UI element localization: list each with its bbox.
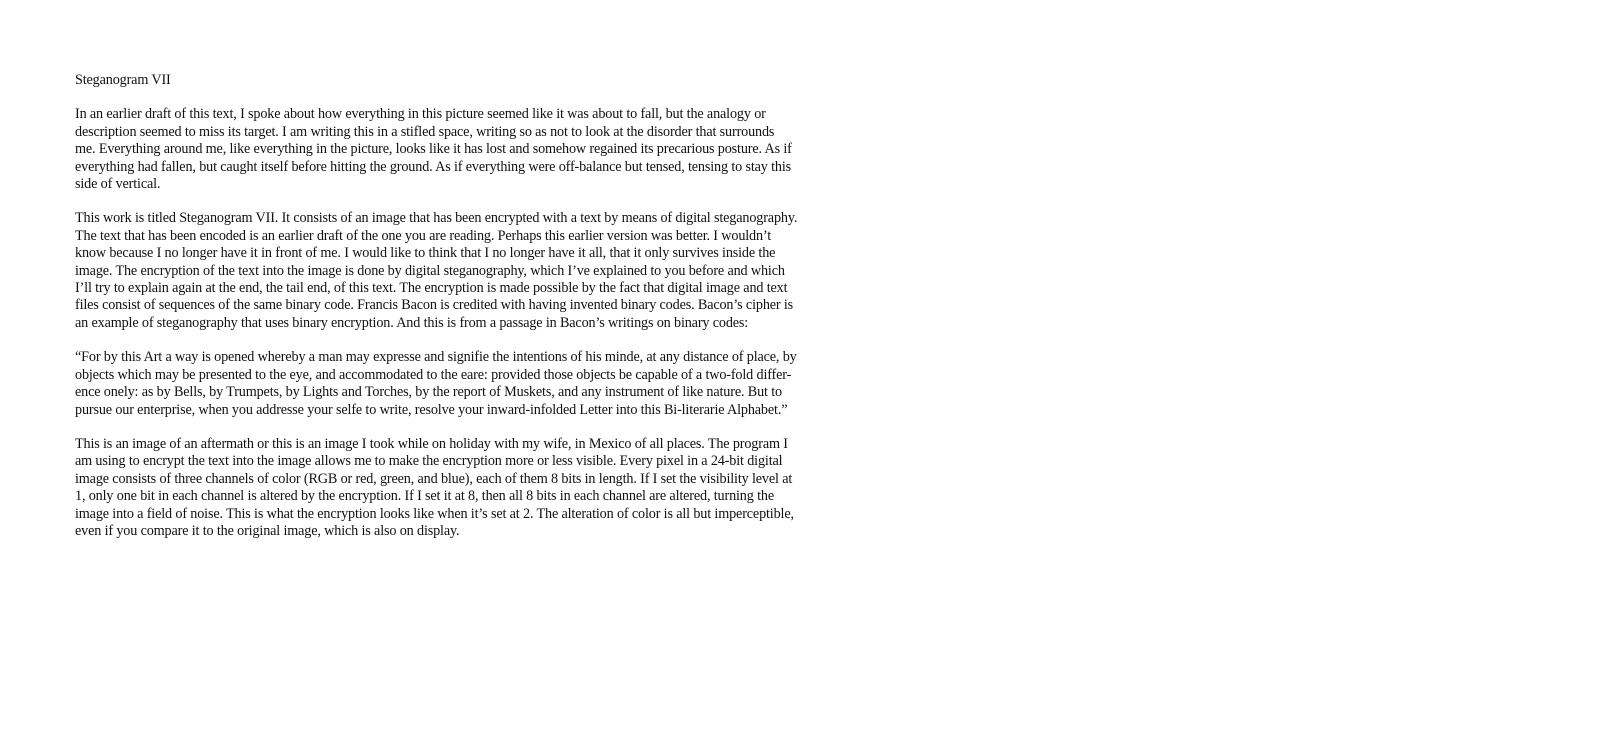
paragraph-1: In an earlier draft of this text, I spoke about how everything in this picture seemed like it was about to fall, but the analogy or description seemed to miss its target. I am writing this in a stifled space, writing so as not to look at the disorder that surrounds me. Everything around me, like everything in the picture, looks like it has lost and somehow regained its precarious posture. As if everything had fallen, but caught itself before hitting the ground. As if everything were off-balance but tensed, tensing to stay this side of vertical.: [75, 106, 792, 193]
document-title: Steganogram VII: [75, 72, 171, 88]
paragraph-4: This is an image of an aftermath or this is an image I took while on holiday with my wife, in Mexico of all places. The program I am using to encrypt the text into the image allows me to make the encryption more or less visible. Every pixel in a 24-bit digital image consists of three channels of color (RGB or red, green, and blue), each of them 8 bits in length. If I set the visibility level at 1, only one bit in each channel is altered by the encryption. If I set it at 8, then all 8 bits in each channel are altered, turning the image into a field of noise. This is what the encryption looks like when it’s set at 2. The alteration of color is all but imperceptible, even if you compare it to the original image, which is also on display.: [75, 435, 794, 539]
document-page: [75, 72, 830, 557]
paragraph-2: This work is titled Steganogram VII. It consists of an image that has been encrypted with a text by means of digital steganography. The text that has been encoded is an earlier draft of the one you are reading. Perhaps this earlier version was better. I wouldn’t know because I no longer have it in front of me. I would like to think that I no longer have it all, that it only survives inside the image. The encryption of the text into the image is done by digital steganography, which I’ve explained to you before and which I’ll try to explain again at the end, the tail end, of this text. The encryption is made possible by the fact that digital image and text files consist of sequences of the same binary code. Francis Bacon is credited with having invented binary codes. Bacon’s cipher is an example of steganography that uses binary encryption. And this is from a passage in Bacon’s writings on binary codes:: [75, 210, 798, 331]
paragraph-3-bacon-quote: “For by this Art a way is opened whereby a man may expresse and signifie the intentions of his minde, at any distance of place, by objects which may be presented to the eye, and accommodated to the eare: provided those objects be capable of a two-fold differ- ence onely: as by Bells, by Trumpets, by Lights and Torches, by the report of Muskets, and any instrument of like nature. But to pursue our enterprise, when you addresse your selfe to write, resolve your inward-infolded Letter into this Bi-literarie Alphabet.”: [75, 349, 797, 418]
